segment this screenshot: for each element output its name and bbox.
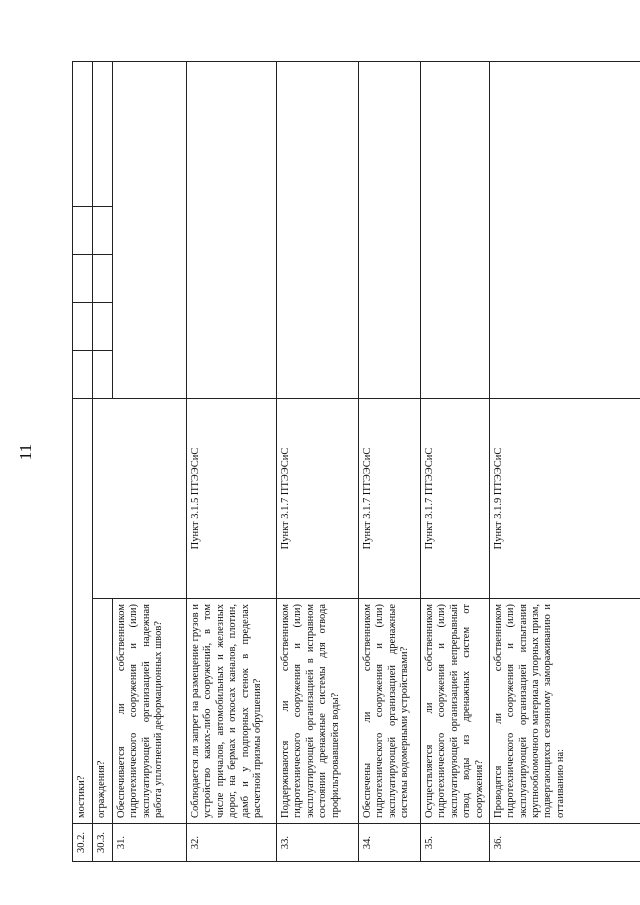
- row-number: 33.: [277, 824, 359, 862]
- question-text: Поддерживаются ли собственником гидротехнического сооружения и (или) эксплуатирующей организацией в исправном состоянии дренажные системы для отвода профильтровавшейся воды?: [277, 599, 359, 824]
- reference-cell: Пункт 3.1.5 ПТЭЭСиС: [187, 399, 277, 599]
- reference-cell: Пункт 3.1.7 ПТЭЭСиС: [277, 399, 359, 599]
- reference-cell: Пункт 3.1.9 ПТЭЭСиС: [489, 399, 640, 599]
- table-row: [421, 62, 490, 862]
- row-number: 36.: [489, 824, 640, 862]
- answer-cell: [93, 207, 113, 255]
- table-row: [187, 62, 277, 862]
- answer-cell: [73, 62, 93, 207]
- row-number: 32.: [187, 824, 277, 862]
- row-number: 31.: [113, 824, 187, 862]
- row-number: 30.2.: [73, 824, 93, 862]
- answer-cell: [73, 207, 93, 255]
- answer-cell: [73, 255, 93, 303]
- answer-cell: [73, 303, 93, 351]
- answer-cell: [93, 62, 113, 207]
- page-number: 11: [16, 443, 35, 461]
- reference-cell: Пункт 3.1.7 ПТЭЭСиС: [421, 399, 490, 599]
- table-row: [73, 62, 93, 862]
- reference-cell: Пункт 3.1.7 ПТЭЭСиС: [359, 399, 421, 599]
- answer-cell: [93, 255, 113, 303]
- answer-cell: [489, 62, 640, 399]
- reference-cell: [93, 399, 187, 599]
- row-number: 30.3.: [93, 824, 113, 862]
- table-row: [489, 62, 640, 862]
- question-text: Осуществляется ли собственником гидротехнического сооружения и (или) эксплуатирующей организацией непрерывный отвод воды из дренажных систем от сооружения?: [421, 599, 490, 824]
- table-row: [359, 62, 421, 862]
- answer-cell: [359, 62, 421, 399]
- table-row: [277, 62, 359, 862]
- answer-cell: [93, 351, 113, 399]
- row-number: 34.: [359, 824, 421, 862]
- question-text: Обеспечены ли собственником гидротехнического сооружения и (или) эксплуатирующей организацией дренажные системы водомерными устройствами?: [359, 599, 421, 824]
- question-text: Соблюдается ли запрет на размещение грузов и устройство каких-либо сооружений, в том числе причалов, автомобильных и железных дорог, на бермах и откосах каналов, плотин, дамб и у подпорных стенок в пределах расчетной призмы обрушения?: [187, 599, 277, 824]
- answer-cell: [113, 62, 187, 399]
- answer-cell: [421, 62, 490, 399]
- checklist-table: [72, 61, 640, 862]
- answer-cell: [73, 351, 93, 399]
- question-text: ограждения?: [93, 599, 113, 824]
- answer-cell: [277, 62, 359, 399]
- table-row: [93, 62, 113, 862]
- answer-cell: [187, 62, 277, 399]
- question-text: мостики?: [73, 399, 93, 824]
- rotated-table-wrapper: [72, 62, 640, 862]
- row-number: 35.: [421, 824, 490, 862]
- question-text: Проводятся ли собственником гидротехнического сооружения и (или) эксплуатирующей организацией испытания крупнообломочного материала упорных призм, подвергающихся сезонному замораживанию и оттаиванию на:: [489, 599, 640, 824]
- question-text: Обеспечивается ли собственником гидротехнического сооружения и (или) эксплуатирующей организацией надежная работа уплотнений деформационных швов?: [113, 599, 187, 824]
- answer-cell: [93, 303, 113, 351]
